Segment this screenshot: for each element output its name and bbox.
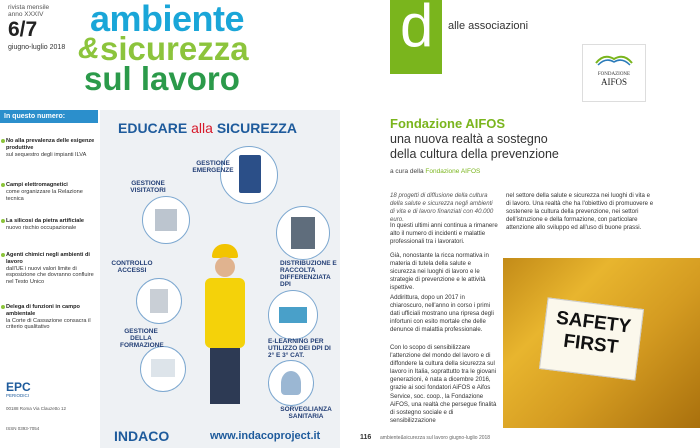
magazine-type: rivista mensile	[8, 4, 50, 11]
kiosk-icon	[239, 155, 261, 193]
masthead-sicurezza: sicurezza	[100, 30, 249, 67]
visitor-terminal-icon	[155, 209, 177, 231]
dpi-machine-icon	[291, 217, 315, 249]
section-title: alle associazioni	[448, 20, 529, 32]
kiosk-circle	[220, 146, 278, 204]
bullet-icon	[1, 183, 5, 187]
contents-item-text: nuovo rischio occupazionale	[6, 224, 77, 231]
ad-url-link[interactable]: www.indacoproject.it	[210, 430, 321, 442]
publisher-sub: PERIODICI	[6, 393, 30, 398]
masthead-ambiente: ambiente	[90, 0, 245, 39]
label-sorveglianza: SORVEGLIANZA SANITARIA	[280, 406, 332, 420]
visitor-circle	[142, 196, 190, 244]
access-reader-icon	[150, 289, 168, 313]
bullet-icon	[1, 139, 5, 143]
label-gestione-formazione: GESTIONE DELLA FORMAZIONE	[120, 328, 164, 349]
contents-item-text: dall'UE i nuovi valori limite di esposizione che dovranno confluire nel Testo Unico	[6, 265, 94, 286]
masthead-ampersand: &	[78, 32, 100, 65]
ad-title-b: alla	[191, 120, 213, 136]
contents-sidebar	[0, 110, 98, 448]
safety-first-photo	[503, 258, 700, 428]
label-controllo-accessi: CONTROLLO ACCESSI	[111, 260, 153, 274]
magazine-cover	[0, 0, 340, 448]
laptop-icon	[151, 359, 175, 377]
ad-title-a: EDUCARE	[118, 120, 188, 136]
indaco-logo: INDACO	[114, 428, 170, 444]
contents-item-title: Delega di funzioni in campo ambientale	[6, 304, 80, 317]
byline-org: Fondazione AIFOS	[425, 168, 481, 175]
bullet-icon	[1, 305, 5, 309]
contents-item-title: Agenti chimici negli ambienti di lavoro	[6, 252, 90, 265]
page-number: 116	[360, 434, 372, 441]
logo-line2: AIFOS	[600, 77, 627, 87]
section-letter: d	[400, 0, 434, 59]
bullet-icon	[1, 253, 5, 257]
contents-item-text: sul sequestro degli impianti ILVA	[6, 151, 87, 158]
label-gestione-emergenze: GESTIONE EMERGENZE	[192, 160, 234, 174]
article-col2-p1: nel settore della salute e sicurezza nei luoghi di vita e di lavoro. Una realtà che ha l'obiettivo di promuovere e sostenere la cultura della prevenzione, nei settori dell'istruzione e della formazione, con particolare attenzione allo sviluppo ed all'uso di buone prassi.	[506, 192, 654, 232]
article-col1-p4: Con lo scopo di sensibilizzare l'attenzione del mondo del lavoro e di diffondere la cultura della sicurezza sul lavoro in Italia, soprattutto tra le giovani generazioni, è nata a dicembre 2016, grazie ai soci fondatori AiFOS e Aifos Service, soc. coop., la Fondazione AiFOS, una realtà che persegue finalità di sostegno sociale e di sensibilizzazione	[390, 344, 497, 424]
doctor-icon	[281, 371, 301, 395]
article-col1-p2: Già, nonostante la ricca normativa in materia di tutela della salute e sicurezza nei luoghi di lavoro e le strategie di prevenzione e le attività ispettive.	[390, 252, 489, 292]
worker-legs	[210, 348, 240, 404]
contents-item-title: La silicosi da pietra artificiale	[6, 218, 85, 224]
worker-figure	[200, 240, 250, 410]
label-gestione-visitatori: GESTIONE VISITATORI	[130, 180, 166, 194]
contents-item[interactable]	[6, 252, 96, 286]
logo-line1: FONDAZIONE	[597, 72, 631, 77]
publisher-address: 00188 Roma Via Clauzetto 12	[6, 406, 66, 411]
label-distribuzione: DISTRIBUZIONE E RACCOLTA DIFFERENZIATA DPI	[280, 260, 337, 288]
contents-item[interactable]	[6, 304, 96, 331]
worker-head	[215, 257, 235, 277]
byline-prefix: a cura della	[390, 168, 424, 175]
article-subtitle-2: della cultura della prevenzione	[390, 147, 559, 161]
access-circle	[136, 278, 182, 324]
health-circle	[268, 360, 314, 406]
fondazione-aifos-logo	[582, 44, 646, 102]
label-elearning: E-LEARNING PER UTILIZZO DEI DPI DI 2° E 3° CAT.	[268, 338, 331, 359]
contents-item[interactable]	[6, 182, 96, 202]
issn: ISSN 0393-7054	[6, 426, 40, 431]
spread-gutter	[340, 0, 352, 448]
magazine-year: anno XXXIV	[8, 11, 44, 18]
bullet-icon	[1, 219, 5, 223]
contents-item[interactable]	[6, 218, 96, 232]
dpi-circle	[276, 206, 330, 260]
article-subtitle-1: una nuova realtà a sostegno	[390, 132, 548, 146]
article-byline	[390, 168, 480, 175]
article-col1-p3: Addirittura, dopo un 2017 in chiaroscuro, nell'anno in corso i primi dati ufficiali mostrano una ripresa degli infortuni con esito mortale che delle denunce di malattia professionale.	[390, 294, 494, 334]
training-circle	[140, 346, 186, 392]
article-title: Fondazione AIFOS	[390, 116, 506, 131]
contents-item[interactable]	[6, 138, 96, 158]
contents-heading: In questo numero:	[0, 110, 98, 123]
ad-title	[118, 120, 297, 136]
safety-card-line1: SAFETY	[555, 307, 632, 338]
article-col1-p1: In questi ultimi anni continua a rimanere alto il numero di incidenti e malattie professionali tra i lavoratori.	[390, 222, 498, 246]
ad-title-c: SICUREZZA	[216, 120, 297, 136]
page-footer: ambiente&sicurezza sul lavoro giugno-luglio 2018	[380, 435, 491, 441]
article-lead: 18 progetti di diffusione della cultura della salute e sicurezza negli ambienti di vita e di lavoro finanziati con 40.000 euro.	[390, 192, 494, 224]
safety-card-line2: FIRST	[562, 330, 620, 359]
indaco-advertisement[interactable]	[100, 110, 340, 448]
contents-item-text: come organizzare la Relazione tecnica	[6, 188, 83, 202]
screen-icon	[279, 307, 307, 323]
masthead-sul-lavoro: sul lavoro	[84, 60, 240, 97]
safety-card	[539, 297, 644, 380]
book-icon	[594, 49, 634, 67]
contents-item-title: No alla prevalenza delle esigenze produttive	[6, 138, 95, 151]
elearning-circle	[268, 290, 318, 340]
issue-date: giugno-luglio 2018	[8, 44, 66, 51]
contents-item-title: Campi elettromagnetici	[6, 182, 68, 188]
section-marker	[390, 0, 442, 74]
issue-number: 6/7	[8, 18, 38, 41]
contents-item-text: la Corte di Cassazione consacra il criterio qualitativo	[6, 317, 91, 331]
publisher-logo: EPC	[6, 380, 31, 394]
hardhat-icon	[212, 244, 238, 258]
hi-vis-vest	[205, 278, 245, 348]
